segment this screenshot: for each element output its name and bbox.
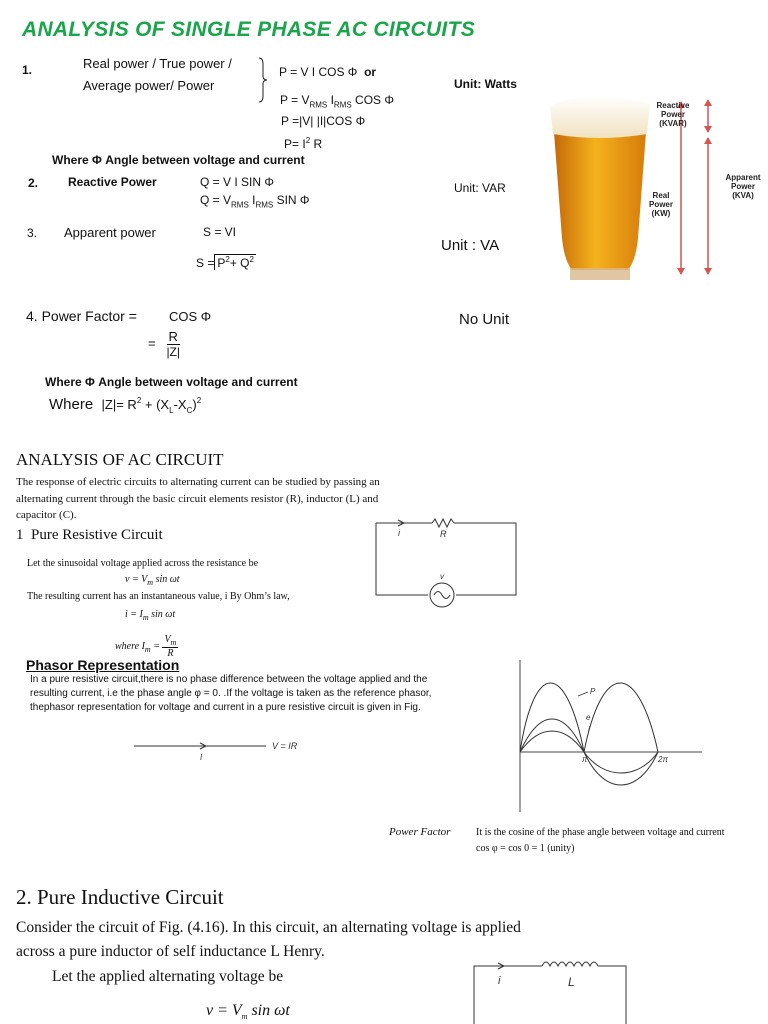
- ac-para-line1: The response of electric circuits to alternating current can be studied by passing an: [16, 476, 380, 488]
- inductive-para-line1: Consider the circuit of Fig. (4.16). In this circuit, an alternating voltage is applied: [16, 919, 521, 936]
- reactive-label-1: Reactive: [656, 101, 690, 110]
- reactive-power-label: Reactive Power: [68, 175, 157, 189]
- unit-var: Unit: VAR: [454, 181, 506, 195]
- phasor-i-label: I: [200, 753, 203, 762]
- item-number-3: 3.: [27, 226, 38, 240]
- resistive-circuit-diagram: [372, 515, 522, 611]
- ac-heading: ANALYSIS OF AC CIRCUIT: [16, 450, 224, 469]
- resistive-line1: Let the sinusoidal voltage applied across the resistance be: [27, 558, 259, 569]
- resistive-waveform: [512, 660, 712, 815]
- apparent-label-1: Apparent: [725, 173, 761, 182]
- apparent-power-label: Apparent power: [64, 225, 156, 240]
- circuit-i-label: i: [398, 528, 400, 538]
- resistive-eq-v: $v = V_m$ sin ωt: [125, 574, 180, 587]
- beer-glass-power-illustration: [548, 90, 766, 285]
- apparent-label-2: Power: [730, 182, 756, 191]
- real-power-label-line1: Real power / True power /: [83, 56, 232, 71]
- where-phi-2: Where Φ Angle between voltage and current: [45, 375, 298, 389]
- unit-va: Unit : VA: [441, 237, 500, 254]
- power-factor-label: 4. Power Factor =: [26, 308, 137, 324]
- wave-p-label: P: [590, 687, 596, 696]
- page-title: ANALYSIS OF SINGLE PHASE AC CIRCUITS: [22, 18, 475, 41]
- reactive-label-3: (KVAR): [659, 119, 687, 128]
- apparent-power-eq1: S = VI: [203, 225, 237, 239]
- real-power-label-line2: Average power/ Power: [83, 78, 215, 93]
- curly-brace: [255, 56, 269, 104]
- apparent-power-eq2: $S = P^2+ Q^2$: [196, 255, 254, 270]
- phasor-diagram: [130, 736, 310, 766]
- inductive-i-label: i: [498, 975, 501, 987]
- wave-e-label: e: [586, 713, 591, 722]
- inductive-circuit-diagram: [470, 956, 630, 1024]
- power-factor-eq1: COS Φ: [169, 309, 212, 324]
- ac-para-line3: capacitor (C).: [16, 509, 77, 521]
- ac-para-line2: alternating current through the basic circuit elements resistor (R), inductor (L) and: [16, 493, 379, 505]
- glass-beer: [554, 132, 646, 270]
- resistor-symbol: [432, 519, 454, 527]
- apparent-label-3: (KVA): [732, 191, 754, 200]
- real-power-eq4: $P= I^2$ R: [284, 136, 323, 151]
- phasor-para-line1: In a pure resistive circuit,there is no phase difference between the voltage applied and the: [30, 674, 428, 685]
- resistive-where-im: where $I_m$ = $\frac{V_m}{R}$: [115, 634, 177, 659]
- unit-watts: Unit: Watts: [454, 77, 517, 91]
- reactive-power-eq1: Q = V I SIN Φ: [200, 175, 274, 189]
- inductive-eq: $v = V_m$ sin ωt: [206, 1002, 290, 1022]
- item-number-2: 2.: [28, 176, 39, 190]
- resistive-line3: The resulting current has an instantaneous value, i By Ohm’s law,: [27, 591, 290, 602]
- real-label-1: Real: [652, 191, 670, 200]
- real-label-2: Power: [648, 200, 674, 209]
- inductive-para-line3: Let the applied alternating voltage be: [52, 968, 284, 985]
- inductive-para-line2: across a pure inductor of self inductance L Henry.: [16, 943, 325, 960]
- real-label-3: (KW): [651, 209, 671, 218]
- circuit-r-label: R: [440, 529, 447, 539]
- resistive-eq-i: $i = I_m$ sin ωt: [125, 609, 176, 622]
- item-number-1: 1.: [22, 63, 33, 77]
- where-phi-1: Where Φ Angle between voltage and current: [52, 153, 305, 167]
- real-power-eq2: $P = V_{RMS}$ $I_{RMS}$ COS Φ: [280, 93, 394, 110]
- phasor-para-line3: thephasor representation for voltage and current in a pure resistive circuit is given in Fig.: [30, 702, 421, 713]
- reactive-power-eq2: $Q = V_{RMS}$ $I_{RMS}$ SIN Φ: [200, 193, 310, 210]
- pf-text: It is the cosine of the phase angle between voltage and current: [476, 827, 725, 838]
- circuit-v-label: v: [440, 572, 444, 581]
- real-power-eq3: P =|V| |I|COS Φ: [281, 114, 366, 128]
- where-z-equation: Where $|Z|= R^2 + (X_L-X_C)^2$: [49, 396, 202, 415]
- inductive-heading: 2. Pure Inductive Circuit: [16, 885, 224, 909]
- glass-base: [570, 268, 630, 280]
- resistive-heading: 1 Pure Resistive Circuit: [16, 527, 163, 543]
- phasor-heading: Phasor Representation: [26, 657, 180, 673]
- pf-label: Power Factor: [389, 826, 451, 838]
- inductor-coil-symbol: [542, 962, 598, 966]
- reactive-label-2: Power: [660, 110, 686, 119]
- pf-equation: cos φ = cos 0 = 1 (unity): [476, 843, 575, 854]
- phasor-para-line2: resulting current, i.e the phase angle φ = 0. .If the voltage is taken as the reference phasor,: [30, 688, 432, 699]
- unit-none: No Unit: [459, 311, 510, 328]
- real-power-eq1: P = V I COS Φ or: [279, 65, 377, 79]
- power-factor-eq2: = $\frac{R}{|Z|}$: [148, 329, 181, 359]
- wave-pi-label: π: [582, 755, 588, 764]
- wave-i-label: i: [588, 725, 590, 734]
- phasor-v-label: V = IR: [272, 741, 298, 751]
- inductive-l-label: L: [568, 975, 575, 989]
- glass-foam: [550, 95, 650, 138]
- wave-2pi-label: 2π: [658, 755, 668, 764]
